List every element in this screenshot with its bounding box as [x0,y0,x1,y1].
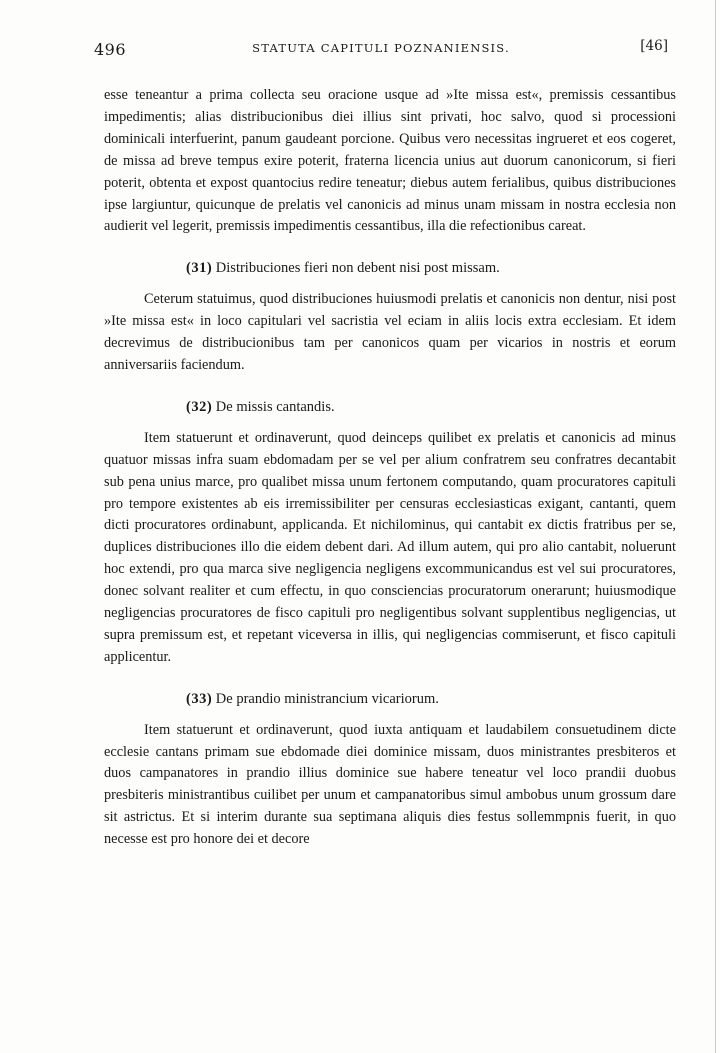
section-text-31: Ceterum statuimus, quod distribuciones huiusmodi prelatis et canonicis non dentur, nisi post »Ite missa est« in loco capitulari vel sacristia vel eciam in aliis locis extra ecclesiam. Et idem decrevimus de distribucionibus tam per canonicos quam per vicarios in nostris et eorum anniversariis faciendum. [104,291,676,373]
original-page-marker: [46] [640,38,668,54]
section-title: De prandio ministrancium vicariorum. [215,690,439,707]
page-edge-line [715,0,716,1053]
section-heading-32 [104,397,676,419]
body-text [104,85,676,851]
page-number: 496 [94,40,127,59]
section-title: Distribuciones fieri non debent nisi post missam. [215,260,500,277]
section-heading-33 [104,689,676,711]
running-title: STATUTA CAPITULI POZNANIENSIS. [252,41,510,55]
section-number: (33) [186,690,213,707]
opening-paragraph: esse teneantur a prima collecta seu oracione usque ad »Ite missa est«, premissis cessantibus impedimentis; alias distribucionibus diei illius sint privati, hoc salvo, quod si processioni dominicali interfuerint, panum gaudeant porcione. Quibus vero necessitas ingrueret et eos cogeret, de missa ad breve tempus exire poterit, fraterna licencia unius aut duorum canonicorum, si fieri poterit, obtenta et expost quantocius redire teneatur; diebus autem ferialibus, quibus distribuciones ipse largiuntur, quicunque de prelatis vel canonicis ad minus unam missam in nostra ecclesia non audierit vel legerit, premissis impedimentis cessantibus, illa die refectionibus careat. [104,87,676,235]
section-text-32: Item statuerunt et ordinaverunt, quod deinceps quilibet ex prelatis et canonicis ad minus quatuor missas infra suam ebdomadam per se vel per alium confratrem seu confratres decantabit sub pena unius marce, pro qualibet missa unum fertonem computando, quam procuratores capituli pro tempore existentes ab eis irremissibiliter per censuras ecclesiasticas exigant, cantanti, quem dicti procuratores ordinabunt, applicanda. Et nichilominus, qui cantabit ex dictis fratribus per se, duplices distribuciones illo die eidem debent dari. Ad illum autem, qui pro alio cantabit, noluerunt hoc extendi, pro qua marca sive negligencia negligens excommunicandus est vel sui procuratores, donec solvant realiter et cum effectu, in quo consciencias procuratorum onerarunt; huiusmodique negligencias procuratores de fisco capituli pro negligentibus solvant supplentibus negligencias, ut supra premissum est, et repetant viceversa in illis, qui negligencias commiserunt, et fisco capituli applicentur. [104,429,676,665]
section-number: (32) [186,398,213,415]
section-number: (31) [186,260,213,277]
section-text-33: Item statuerunt et ordinaverunt, quod iuxta antiquam et laudabilem consuetudinem dicte ecclesie cantans primam sue ebdomade diei dominice missam, duos ministrantes presbiteros et duos campanatores in prandio illius dominice sue habere teneatur vel loco prandii duobus presbiteris ministrantibus cuilibet per unum et campanatoribus simul ambobus unum grossum dare sit astrictus. Et si interim durante sua septimana aliquis dies festus sollemmpnis fuerit, in quo necesse est pro honore dei et decore [104,721,676,848]
page-header [94,36,668,60]
section-heading-31 [104,258,676,280]
section-title: De missis cantandis. [215,398,335,415]
